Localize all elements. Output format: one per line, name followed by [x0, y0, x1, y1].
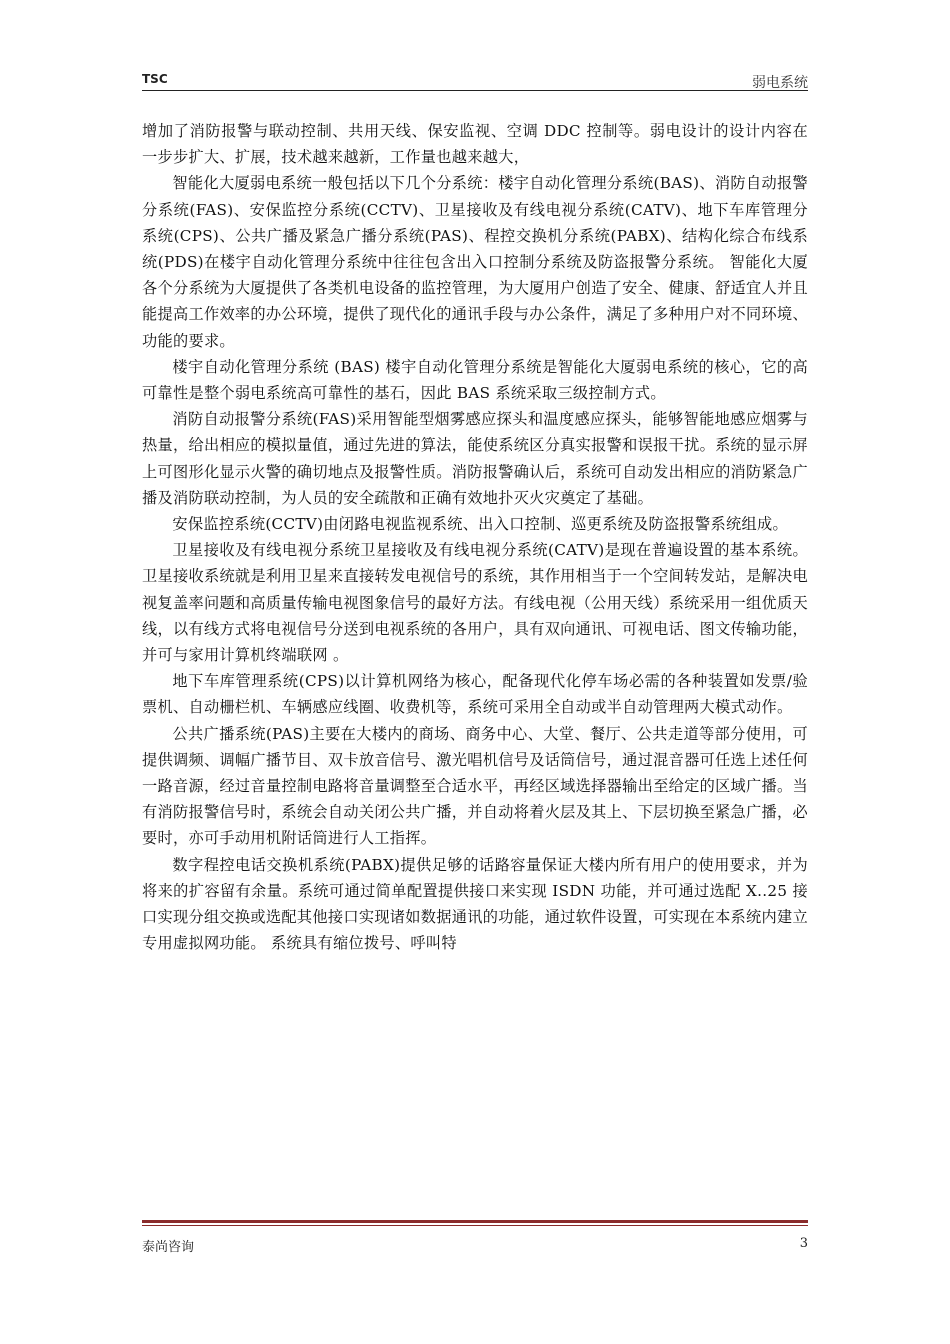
- paragraph: 卫星接收及有线电视分系统卫星接收及有线电视分系统(CATV)是现在普遍设置的基本系统。卫星接收系统就是利用卫星来直接转发电视信号的系统，其作用相当于一个空间转发站，是解决电视复盖率问题和高质量传输电视图象信号的最好方法。有线电视（公用天线）系统采用一组优质天线，以有线方式将电视信号分送到电视系统的各用户，具有双向通讯、可视电话、图文传输功能，并可与家用计算机终端联网 。: [142, 541, 808, 665]
- paragraph: 楼宇自动化管理分系统 (BAS) 楼宇自动化管理分系统是智能化大厦弱电系统的核心，它的高可靠性是整个弱电系统高可靠性的基石，因此 BAS 系统采取三级控制方式。: [142, 357, 808, 403]
- footer-rule: [142, 1220, 808, 1223]
- paragraph: 公共广播系统(PAS)主要在大楼内的商场、商务中心、大堂、餐厅、公共走道等部分使用，可提供调频、调幅广播节目、双卡放音信号、激光唱机信号及话筒信号，通过混音器可任选上述任何一路音源，经过音量控制电路将音量调整至合适水平，再经区域选择器输出至给定的区域广播。当有消防报警信号时，系统会自动关闭公共广播，并自动将着火层及其上、下层切换至紧急广播，必要时，亦可手动用机附话筒进行人工指挥。: [142, 724, 808, 848]
- footer-rule-thin: [142, 1225, 808, 1226]
- header-left-label: TSC: [142, 72, 168, 86]
- paragraph: 智能化大厦弱电系统一般包括以下几个分系统：楼宇自动化管理分系统(BAS)、消防自动报警分系统(FAS)、安保监控分系统(CCTV)、卫星接收及有线电视分系统(CATV)、地下车库管理分系统(CPS)、公共广播及紧急广播分系统(PAS)、程控交换机分系统(PABX)、结构化综合布线系统(PDS)在楼宇自动化管理分系统中往往包含出入口控制分系统及防盗报警分系统。 智能化大厦各个分系统为大厦提供了各类机电设备的监控管理，为大厦用户创造了安全、健康、舒适宜人并且能提高工作效率的办公环境，提供了现代化的通讯手段与办公条件，满足了多种用户对不同环境、功能的要求。: [142, 174, 808, 350]
- paragraph: 地下车库管理系统(CPS)以计算机网络为核心，配备现代化停车场必需的各种装置如发票/验票机、自动栅栏机、车辆感应线圈、收费机等，系统可采用全自动或半自动管理两大模式动作。: [142, 672, 808, 717]
- paragraph: 增加了消防报警与联动控制、共用天线、保安监视、空调 DDC 控制等。弱电设计的设计内容在一步步扩大、扩展，技术越来越新，工作量也越来越大，: [142, 122, 808, 167]
- header-right-title: 弱电系统: [752, 75, 808, 91]
- paragraph: 安保监控系统(CCTV)由闭路电视监视系统、出入口控制、巡更系统及防盗报警系统组成。: [172, 515, 788, 534]
- page-number: 3: [799, 1236, 808, 1251]
- page-header: [142, 72, 808, 91]
- footer-company: 泰尚咨询: [142, 1240, 195, 1255]
- paragraph: 消防自动报警分系统(FAS)采用智能型烟雾感应探头和温度感应探头，能够智能地感应烟雾与热量，给出相应的模拟量值，通过先进的算法，能使系统区分真实报警和误报干扰。系统的显示屏上可图形化显示火警的确切地点及报警性质。消防报警确认后，系统可自动发出相应的消防紧急广播及消防联动控制，为人员的安全疏散和正确有效地扑灭火灾奠定了基础。: [142, 410, 808, 507]
- paragraph: 数字程控电话交换机系统(PABX)提供足够的话路容量保证大楼内所有用户的使用要求，并为将来的扩容留有余量。系统可通过简单配置提供接口来实现 ISDN 功能，并可通过选配 X..25 接口实现分组交换或选配其他接口实现诸如数据通讯的功能，通过软件设置，可实现在本系统内建立专用虚拟网功能。 系统具有缩位拨号、呼叫特: [142, 855, 808, 953]
- document-body: [142, 118, 808, 957]
